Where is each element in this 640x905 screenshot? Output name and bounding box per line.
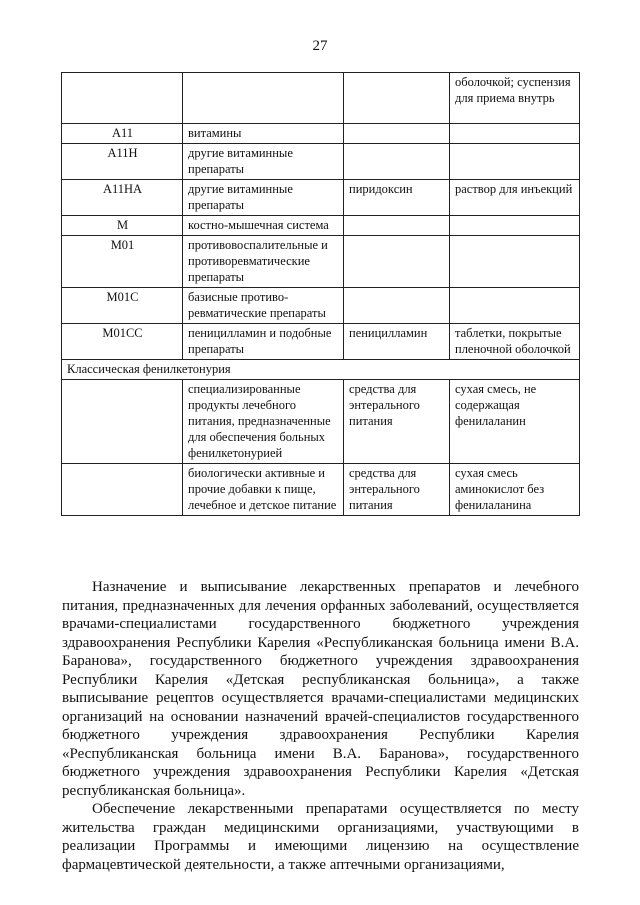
dosage-form: [450, 236, 580, 288]
group-name: биологически активные и прочие добавки к пище, лечебное и детское питание: [183, 464, 344, 516]
inn-name: [344, 216, 450, 236]
group-name: [183, 73, 344, 124]
table-row: [62, 324, 580, 360]
dosage-form: сухая смесь аминокислот без фенилаланина: [450, 464, 580, 516]
table-row: [62, 73, 580, 124]
group-name: пеницилламин и подобные препараты: [183, 324, 344, 360]
inn-name: [344, 288, 450, 324]
dosage-form: сухая смесь, не содержащая фенилаланин: [450, 380, 580, 464]
dosage-form: [450, 216, 580, 236]
inn-name: [344, 236, 450, 288]
atc-code: [62, 464, 183, 516]
atc-code: A11H: [62, 144, 183, 180]
table-row: [62, 124, 580, 144]
inn-name: [344, 144, 450, 180]
section-header-row: [62, 360, 580, 380]
dosage-form: раствор для инъекций: [450, 180, 580, 216]
atc-code: A11: [62, 124, 183, 144]
table-row: [62, 216, 580, 236]
paragraph: Назначение и выписывание лекарственных препаратов и лечебного питания, предназначенных для лечения орфанных заболеваний, осуществляется врачами-специалистами государственного бюджетного учреждения здравоохранения Республики Карелия «Республиканская больница имени В.А. Баранова», государственного бюджетного учреждения здравоохранения Республики Карелия «Детская республиканская больница», а также выписывание рецептов осуществляется врачами-специалистами медицинских организаций на основании назначений врачей-специалистов государственного бюджетного учреждения здравоохранения Республики Карелия «Республиканская больница имени В.А. Баранова», государственного бюджетного учреждения здравоохранения Республики Карелия «Детская республиканская больница».: [62, 579, 579, 799]
atc-code: M: [62, 216, 183, 236]
atc-code: M01: [62, 236, 183, 288]
group-name: базисные противо-ревматические препараты: [183, 288, 344, 324]
section-title: Классическая фенилкетонурия: [62, 360, 580, 380]
inn-name: средства для энтерального питания: [344, 380, 450, 464]
page-number: 27: [312, 38, 328, 54]
table-row: [62, 180, 580, 216]
inn-name: [344, 73, 450, 124]
paragraph: Обеспечение лекарственными препаратами осуществляется по месту жительства граждан медицинскими организациями, участвующими в реализации Программы и имеющими лицензию на осуществление фармацевтической деятельности, а также аптечными организациями,: [62, 801, 579, 873]
atc-code: M01CC: [62, 324, 183, 360]
table-row: [62, 380, 580, 464]
table-row: [62, 464, 580, 516]
dosage-form: таблетки, покрытые пленочной оболочкой: [450, 324, 580, 360]
inn-name: пеницилламин: [344, 324, 450, 360]
inn-name: пиридоксин: [344, 180, 450, 216]
table-row: [62, 236, 580, 288]
group-name: костно-мышечная система: [183, 216, 344, 236]
atc-code: [62, 73, 183, 124]
inn-name: средства для энтерального питания: [344, 464, 450, 516]
body-text: [62, 578, 579, 874]
inn-name: [344, 124, 450, 144]
group-name: противовоспалительные и противоревматические препараты: [183, 236, 344, 288]
drug-table: [61, 72, 580, 516]
dosage-form: оболочкой; суспензия для приема внутрь: [450, 73, 580, 124]
group-name: другие витаминные препараты: [183, 144, 344, 180]
table-row: [62, 288, 580, 324]
atc-code: [62, 380, 183, 464]
dosage-form: [450, 288, 580, 324]
atc-code: M01C: [62, 288, 183, 324]
group-name: витамины: [183, 124, 344, 144]
group-name: другие витаминные препараты: [183, 180, 344, 216]
group-name: специализированные продукты лечебного питания, предназначенные для обеспечения больных фенилкетонурией: [183, 380, 344, 464]
atc-code: A11HA: [62, 180, 183, 216]
table-row: [62, 144, 580, 180]
dosage-form: [450, 144, 580, 180]
dosage-form: [450, 124, 580, 144]
